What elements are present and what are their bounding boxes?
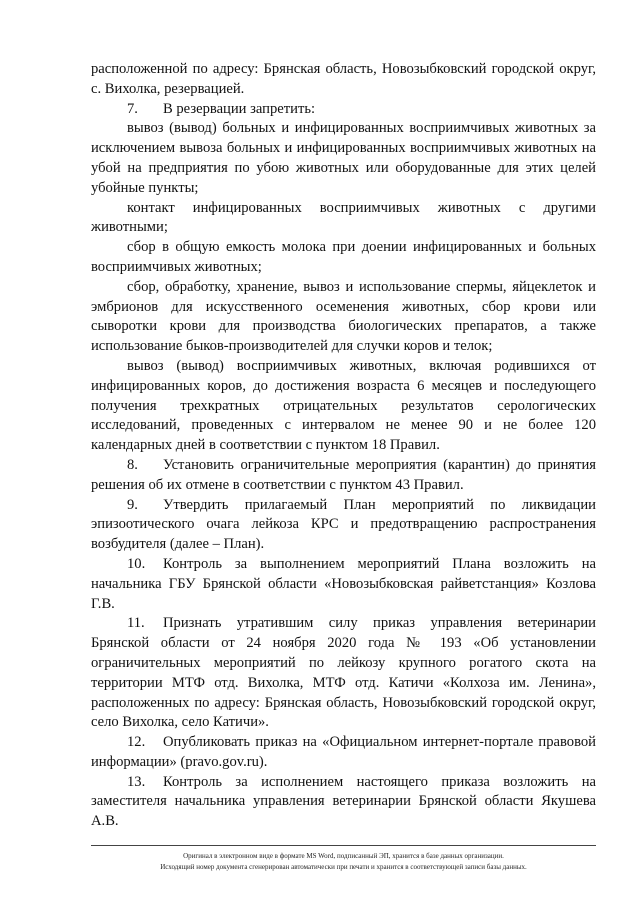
prohibition-sperm: [91, 278, 596, 357]
paragraph-text: вывоз (вывод) восприимчивых животных, включая родившихся от инфицированных коров, до достижения возраста 6 месяцев и последующего получения трехкратных отрицательных результатов серологических исследований, проведенных с интервалом не менее 90 и не более 120 календарных дней в соответствии с пунктом 18 Правил.: [91, 357, 596, 454]
item-8: [91, 456, 596, 496]
prohibition-young-stock: [91, 357, 596, 456]
paragraph-text: сбор в общую емкость молока при доении инфицированных и больных восприимчивых животных;: [91, 239, 596, 275]
item-7: [91, 100, 596, 120]
paragraph-text: Утвердить прилагаемый План мероприятий по ликвидации эпизоотического очага лейкоза КРС и предотвращению распространения возбудителя (далее – План).: [91, 496, 596, 553]
prohibition-milk: [91, 238, 596, 278]
item-13: [91, 773, 596, 832]
paragraph-text: контакт инфицированных восприимчивых животных с другими животными;: [91, 199, 596, 236]
paragraph-text: Опубликовать приказ на «Официальном интернет-портале правовой информации» (pravo.gov.ru).: [91, 734, 596, 770]
item-number: 10.: [127, 555, 146, 572]
paragraph-text: сбор, обработку, хранение, вывоз и использование спермы, яйцеклеток и эмбрионов для искусственного осеменения животных, сбор крови или сыворотки крови для производства биологических препаратов, а также использование быков-производителей для случки коров и телок;: [91, 278, 596, 355]
item-number: 12.: [127, 734, 146, 751]
item-12: [91, 733, 596, 773]
footer-divider: [91, 845, 596, 846]
footer-note: [91, 851, 596, 872]
paragraph-address-continuation: [91, 60, 596, 100]
item-9: [91, 496, 596, 555]
paragraph-text: вывоз (вывод) больных и инфицированных восприимчивых животных за исключением вывоза больных и инфицированных восприимчивых животных на убой на предприятия по убою животных или оборудованные для этих целей убойные пункты;: [91, 120, 596, 196]
item-number: 11.: [127, 615, 145, 632]
item-number: 8.: [127, 456, 138, 473]
item-number: 7.: [127, 100, 138, 117]
footer-line-1: Оригинал в электронном виде в формате MS Word, подписанный ЭП, хранится в базе данных организации.: [183, 852, 504, 860]
paragraph-text: Признать утратившим силу приказ управления ветеринарии Брянской области от 24 ноября 2020 года № 193 «Об установлении ограничительных мероприятий по лейкозу крупного рогатого скота на территории МТФ отд. Вихолка, МТФ отд. Катичи «Колхоза им. Ленина», расположенных по адресу: Брянская область, Новозыбковский городской округ, село Вихолка, село Катичи».: [91, 615, 596, 731]
item-11: [91, 614, 596, 733]
paragraph-text: Установить ограничительные мероприятия (карантин) до принятия решения об их отмене в соответствии с пунктом 43 Правил.: [91, 456, 596, 493]
item-number: 13.: [127, 773, 146, 790]
prohibition-export: [91, 119, 596, 198]
item-number: 9.: [127, 496, 138, 513]
paragraph-text: расположенной по адресу: Брянская область, Новозыбковский городской округ, с. Вихолка, резервацией.: [91, 61, 596, 97]
paragraph-text: В резервации запретить:: [163, 100, 316, 117]
paragraph-text: Контроль за исполнением настоящего приказа возложить на заместителя начальника управления ветеринарии Брянской области Якушева А.В.: [91, 773, 596, 830]
prohibition-contact: [91, 199, 596, 239]
document-body: [91, 60, 596, 832]
item-10: [91, 555, 596, 614]
paragraph-text: Контроль за выполнением мероприятий Плана возложить на начальника ГБУ Брянской области «Новозыбковская райветстанция» Козлова Г.В.: [91, 555, 596, 612]
footer-line-2: Исходящий номер документа сгенерирован автоматически при печати и хранится в соответствующей записи базы данных.: [160, 862, 527, 871]
